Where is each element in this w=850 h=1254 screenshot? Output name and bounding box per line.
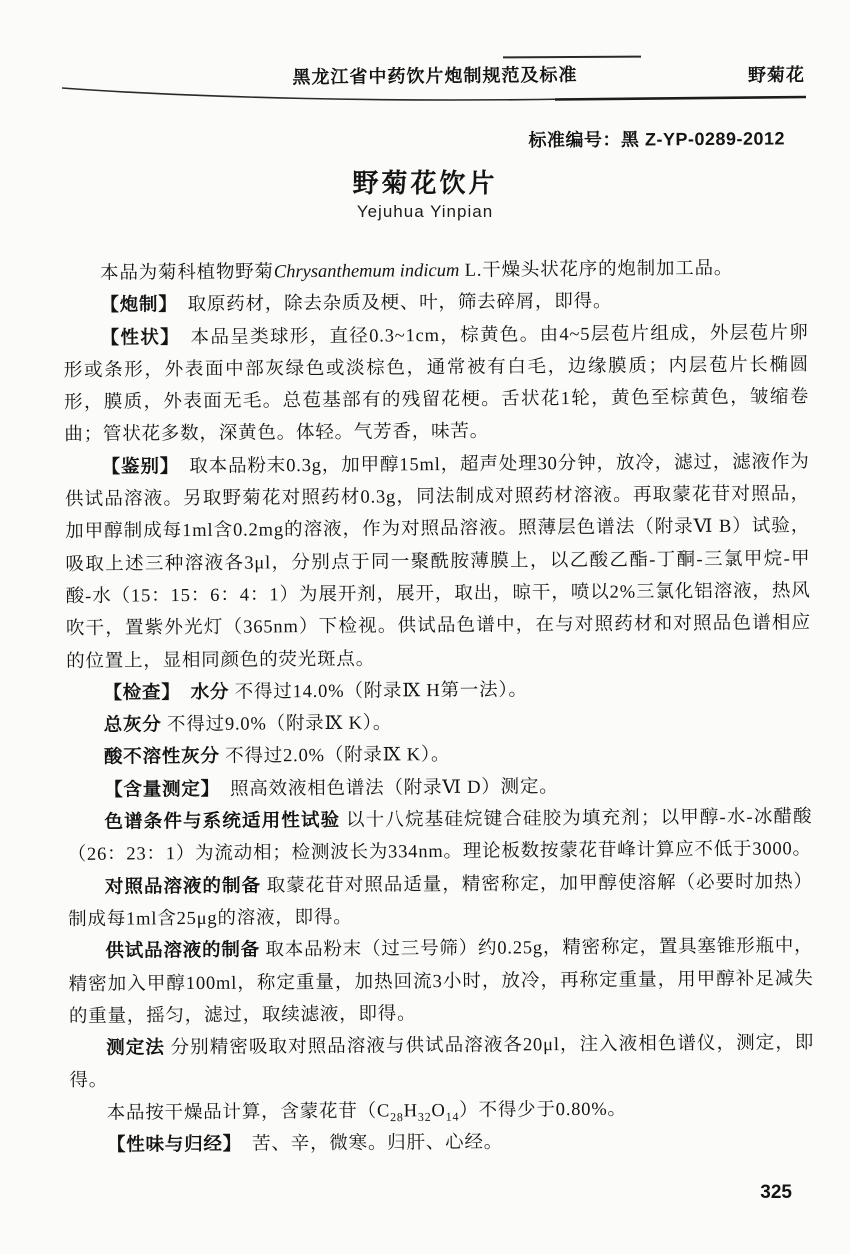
paragraph	[68, 866, 813, 936]
text-segment: 不得过2.0%（附录Ⅸ K）。	[219, 745, 451, 768]
text-segment: 照高效液相色谱法（附录Ⅵ D）测定。	[210, 776, 559, 800]
text-segment: ）不得少于0.80%。	[459, 1099, 627, 1121]
text-segment: Chrysanthemum indicum	[273, 260, 460, 283]
paragraph	[64, 317, 810, 452]
text-segment: 不得过9.0%（附录Ⅸ K）。	[161, 713, 393, 736]
paragraph	[69, 1027, 814, 1097]
paragraph	[67, 801, 812, 871]
scan-artifact-line	[503, 56, 641, 59]
text-segment: 本品按干燥品计算，含蒙花苷（C	[106, 1101, 391, 1124]
paragraph	[68, 930, 814, 1033]
section-label: 供试品溶液的制备	[105, 940, 261, 962]
text-segment: 以十八烷基硅烷键合硅胶为填充剂；以甲醇-水-冰醋酸（26：23：1）为流动相；检测波长为334nm。理论板数按蒙花苷峰计算应不低于3000。	[67, 807, 813, 866]
paragraph	[63, 252, 808, 290]
section-label: 【检查】	[103, 683, 172, 704]
section-label: 色谱条件与系统适用性试验	[104, 810, 341, 833]
section-label: 水分	[190, 682, 230, 703]
section-label: 【鉴别】	[101, 456, 171, 478]
section-label: 【性状】	[100, 327, 171, 349]
section-label: 【含量测定】	[104, 779, 211, 801]
text-segment: 本品呈类球形，直径0.3~1cm，棕黄色。由4~5层苞片组成，外层苞片卵形或条形，外表面中部灰绿色或淡棕色，通常被有白毛，边缘膜质；内层苞片长椭圆形，膜质，外表面无毛。总苞基部有的残留花梗。舌状花1轮，黄色至棕黄色，皱缩卷曲；管状花多数，深黄色。体轻。气芳香，味苦。	[63, 322, 810, 446]
text-segment: 本品为菊科植物野菊	[100, 262, 274, 284]
text-segment: 取蒙花苷对照品适量，精密称定，加甲醇使溶解（必要时加热）制成每1ml含25μg的溶液，即得。	[68, 871, 814, 930]
page-title: 野菊花饮片	[352, 168, 498, 198]
section-label: 酸不溶性灰分	[103, 747, 220, 769]
section-label: 对照品溶液的制备	[104, 876, 262, 898]
header-book-title: 黑龙江省中药饮片炮制规范及标准	[292, 64, 578, 88]
text-segment: 取原药材，除去杂质及梗、叶，筛去碎屑，即得。	[168, 291, 613, 316]
text-segment: 32	[417, 1109, 432, 1124]
header-drug-name: 野菊花	[747, 64, 806, 86]
header-rule	[60, 84, 808, 106]
section-label: 测定法	[106, 1038, 166, 1059]
text-segment: 苦、辛，微寒。归肝、心经。	[232, 1132, 504, 1155]
document-body	[63, 252, 815, 1162]
text-segment: 不得过14.0%（附录Ⅸ H第一法）。	[229, 680, 528, 703]
text-segment: O	[431, 1100, 446, 1121]
text-segment: H	[403, 1100, 418, 1122]
paragraph	[70, 1124, 815, 1162]
section-label: 总灰分	[103, 715, 162, 736]
text-segment	[171, 683, 190, 703]
paragraph	[65, 446, 812, 678]
standard-number: 标准编号：黑 Z-YP-0289-2012	[528, 128, 786, 151]
text-segment: 分别精密吸取对照品溶液与供试品溶液各20μl，注入液相色谱仪，测定，即得。	[69, 1033, 815, 1092]
page-number: 325	[760, 1182, 792, 1203]
text-segment: 28	[390, 1109, 404, 1124]
text-segment: 取本品粉末0.3g，加甲醇15ml，超声处理30分钟，放冷，滤过，滤液作为供试品溶液。另取野菊花对照药材0.3g，同法制成对照药材溶液。再取蒙花苷对照品，加甲醇制成每1ml含0.2mg的溶液，作为对照品溶液。照薄层色谱法（附录Ⅵ B）试验，吸取上述三种溶液各3μl，分别点于同一聚酰胺薄膜上，以乙酸乙酯-丁酮-三氯甲烷-甲酸-水（15：15：6：4：1）为展开剂，展开，取出，晾干，喷以2%三氯化铝溶液，热风吹干，置紫外光灯（365nm）下检视。供试品色谱中，在与对照药材和对照品色谱相应的位置上，显相同颜色的荧光斑点。	[64, 451, 811, 672]
title-pinyin: Yejuhua Yinpian	[356, 202, 494, 221]
section-label: 【性味与归经】	[106, 1134, 233, 1156]
text-segment: 取本品粉末（过三号筛）约0.25g，精密称定，置具塞锥形瓶中，精密加入甲醇100ml，称定重量，加热回流3小时，放冷，再称定重量，用甲醇补足减失的重量，摇匀，滤过，取续滤液，即得。	[68, 936, 814, 1027]
text-segment: 14	[445, 1109, 460, 1124]
section-label: 【炮制】	[100, 295, 169, 317]
text-segment: L.干燥头状花序的炮制加工品。	[459, 258, 734, 281]
